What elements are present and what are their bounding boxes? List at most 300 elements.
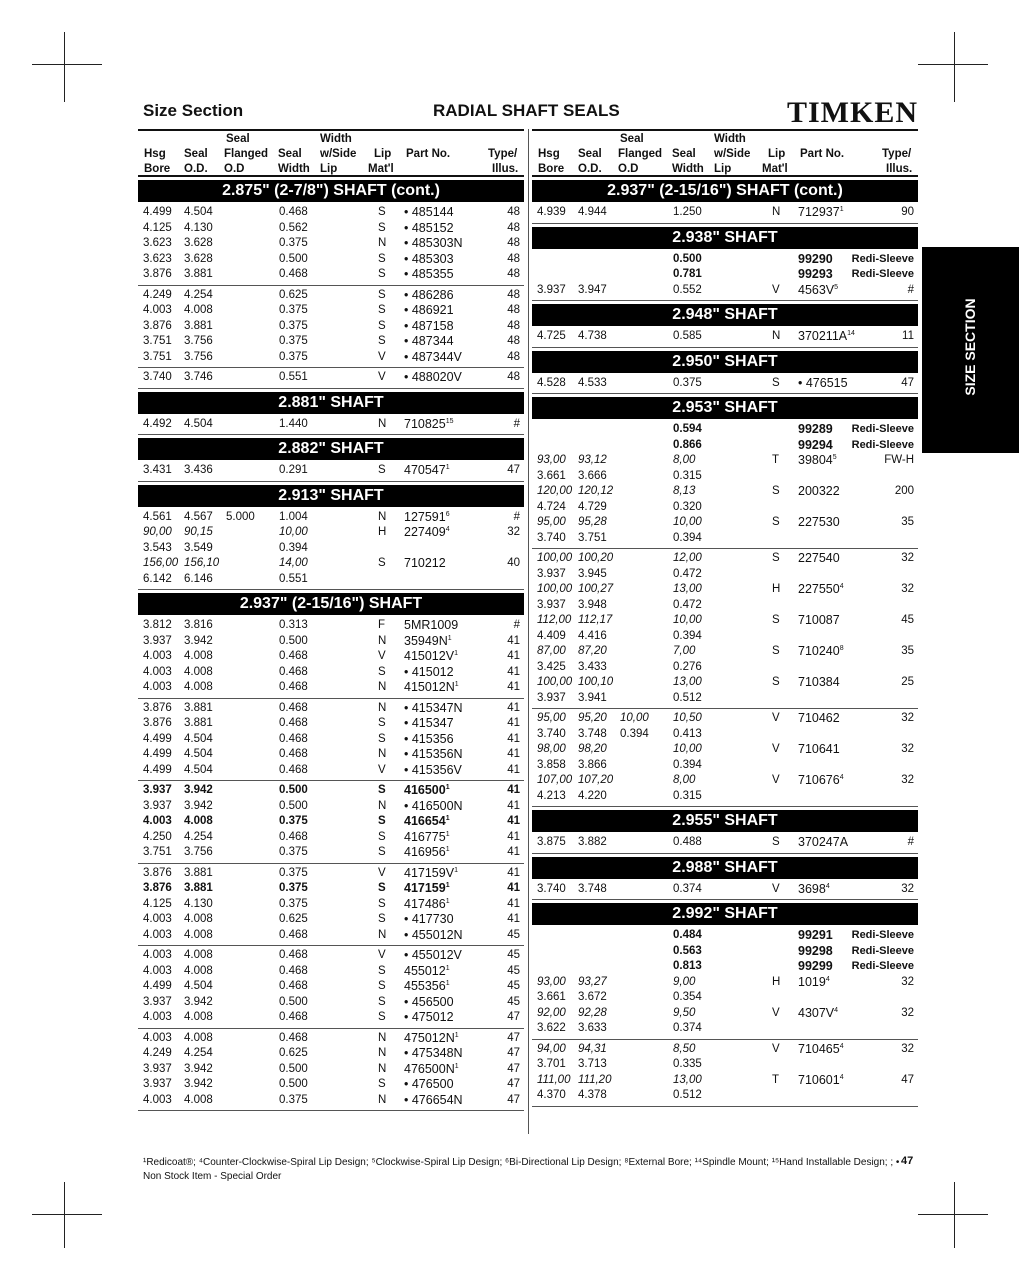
hsg-bore: 4.499 — [143, 206, 172, 218]
seal-od: 4.008 — [184, 681, 213, 693]
type-illus: FW-H — [884, 454, 914, 466]
part-number-text: 455356 — [404, 979, 446, 993]
seal-od: 3.666 — [578, 469, 607, 482]
size-section-tab — [922, 247, 1019, 453]
type-illus: 47 — [507, 1047, 520, 1059]
seal-width: 0.488 — [673, 836, 702, 848]
seal-od: 3.756 — [184, 350, 213, 363]
part-number — [404, 964, 450, 980]
seal-od: 100,10 — [578, 676, 614, 688]
part-number-text: 99298 — [798, 943, 833, 958]
seal-od: 4.008 — [184, 815, 213, 827]
part-number — [404, 618, 458, 634]
lip-material: V — [378, 371, 386, 383]
part-number — [798, 959, 833, 975]
lip-material: N — [378, 237, 387, 249]
table-row — [138, 897, 524, 913]
lip-material: S — [378, 830, 386, 843]
footnote-ref: 1 — [445, 846, 450, 853]
footnote-ref: 1 — [445, 882, 450, 889]
table-row — [532, 267, 918, 283]
type-illus: Redi-Sleeve — [851, 252, 914, 265]
table-row — [138, 1010, 524, 1026]
seal-width: 0.512 — [673, 1089, 702, 1101]
hsg-bore: 3.937 — [143, 995, 172, 1008]
seal-od: 4.533 — [578, 376, 607, 389]
hsg-bore: 4.213 — [537, 789, 566, 802]
lip-material: S — [378, 288, 386, 301]
lip-material: N — [378, 510, 387, 523]
part-number-text: 127591 — [404, 509, 446, 524]
seal-od: 4.504 — [184, 763, 213, 776]
seal-width: 0.472 — [673, 567, 702, 580]
type-illus: Redi-Sleeve — [851, 438, 914, 451]
seal-od: 3.756 — [184, 335, 213, 347]
seal-width: 0.468 — [279, 748, 308, 760]
part-number — [798, 835, 848, 851]
type-illus: 48 — [507, 288, 520, 301]
seal-width: 0.375 — [673, 376, 702, 389]
hsg-bore: 3.876 — [143, 882, 172, 894]
part-number — [798, 944, 833, 960]
footnote-ref: 1 — [454, 1062, 459, 1070]
seal-width: 0.468 — [279, 928, 308, 941]
footnotes: ¹Redicoat®; ⁴Counter-Clockwise-Spiral Lip Design; ⁵Clockwise-Spiral Lip Design; ⁶Bi-Directional Lip Design; ⁸External Bore; ¹⁴Spindle Mount; ¹⁵Hand Installable Design; ; • Non Stock Item - Special Order — [143, 1157, 900, 1182]
lip-material: S — [772, 485, 780, 497]
part-number — [404, 716, 454, 732]
table-row — [532, 975, 918, 991]
header-label: Seal — [278, 148, 302, 160]
type-illus: 41 — [507, 784, 520, 796]
seal-od: 3.942 — [184, 995, 213, 1008]
seal-od: 4.504 — [184, 980, 213, 992]
lip-material: S — [378, 221, 386, 234]
table-row — [532, 644, 918, 660]
crop-mark — [918, 64, 988, 65]
lip-material: S — [378, 206, 386, 218]
crop-mark — [918, 1214, 988, 1215]
part-number-text: • 485152 — [404, 220, 454, 235]
row-group — [532, 549, 918, 709]
table-row — [532, 789, 918, 805]
footnote-ref: 1 — [454, 681, 459, 688]
part-number — [404, 1046, 463, 1062]
lip-material: S — [378, 964, 386, 977]
part-number — [404, 649, 458, 665]
footnote-ref: 1 — [454, 1031, 459, 1039]
part-number — [404, 783, 450, 799]
part-number-text: 417159V — [404, 865, 455, 880]
part-number-text: 370247A — [798, 835, 849, 849]
table-row — [532, 582, 918, 598]
part-number — [798, 329, 855, 345]
hsg-bore: 4.003 — [143, 949, 172, 961]
table-row — [138, 370, 524, 386]
lip-material: S — [378, 1078, 386, 1090]
hsg-bore: 6.142 — [143, 572, 172, 585]
type-illus: 32 — [901, 1006, 914, 1019]
seal-width: 0.291 — [279, 464, 308, 476]
table-row — [138, 763, 524, 779]
row-group — [138, 461, 524, 482]
seal-od: 4.504 — [184, 206, 213, 218]
seal-width: 0.500 — [279, 1062, 308, 1075]
hsg-bore: 4.125 — [143, 897, 172, 910]
hsg-bore: 4.561 — [143, 510, 172, 523]
part-number — [404, 1010, 454, 1026]
hsg-bore: 3.876 — [143, 268, 172, 280]
seal-width: 0.500 — [673, 252, 702, 265]
footnote-ref: 1 — [839, 206, 844, 213]
seal-od: 111,20 — [578, 1073, 612, 1086]
seal-od: 3.881 — [184, 866, 213, 879]
seal-od: 3.947 — [578, 283, 607, 296]
seal-width: 0.276 — [673, 660, 702, 673]
lip-material: S — [772, 645, 780, 657]
seal-width: 0.375 — [279, 319, 308, 332]
hsg-bore: 4.003 — [143, 913, 172, 925]
seal-od: 87,20 — [578, 645, 607, 657]
seal-width: 0.315 — [673, 469, 702, 482]
lip-material: N — [772, 330, 781, 342]
table-row — [532, 453, 918, 469]
hsg-bore: 3.740 — [143, 371, 172, 383]
seal-od: 3.945 — [578, 567, 607, 580]
hsg-bore: 3.740 — [537, 882, 566, 895]
seal-width: 0.375 — [279, 335, 308, 347]
seal-width: 14,00 — [279, 557, 308, 569]
table-row — [532, 629, 918, 645]
footnote-ref: 6 — [445, 510, 450, 518]
crop-mark — [64, 32, 65, 102]
seal-od: 94,31 — [578, 1042, 607, 1055]
side-tab-label: SIZE SECTION — [962, 298, 978, 396]
seal-od: 4.567 — [184, 510, 213, 523]
lip-material: H — [772, 583, 781, 595]
header-label: Width — [278, 163, 310, 175]
lip-material: N — [378, 701, 387, 714]
footnote-ref: 4 — [825, 975, 830, 983]
hsg-bore: 3.751 — [143, 350, 172, 363]
seal-width: 0.484 — [673, 929, 702, 941]
hsg-bore: 120,00 — [537, 485, 573, 497]
seal-od: 3.751 — [578, 531, 607, 544]
seal-od: 3.713 — [578, 1058, 607, 1070]
seal-od: 4.130 — [184, 897, 213, 910]
type-illus: Redi-Sleeve — [851, 268, 914, 280]
lip-material: S — [378, 268, 386, 280]
header-label: Type/ — [488, 148, 518, 160]
table-row — [532, 205, 918, 221]
seal-width: 0.468 — [279, 1011, 308, 1023]
part-number-text: 227409 — [404, 525, 446, 539]
seal-width: 0.468 — [279, 717, 308, 729]
hsg-bore: 3.812 — [143, 619, 172, 631]
part-number-text: 470547 — [404, 463, 446, 477]
seal-width: 0.375 — [279, 897, 308, 910]
hsg-bore: 3.937 — [143, 634, 172, 647]
part-number — [404, 634, 452, 650]
part-number — [404, 881, 450, 897]
seal-width: 0.375 — [279, 882, 308, 894]
part-number-text: 417486 — [404, 896, 446, 911]
part-number-text: 1019 — [798, 974, 826, 989]
table-row — [532, 500, 918, 516]
seal-width: 0.563 — [673, 944, 702, 957]
part-number-text: • 476500 — [404, 1077, 454, 1091]
seal-od: 107,20 — [578, 774, 614, 786]
part-number — [798, 711, 840, 727]
hsg-bore: 100,00 — [537, 676, 573, 688]
seal-width: 0.468 — [279, 830, 308, 843]
lip-material: S — [378, 784, 386, 796]
page-title: RADIAL SHAFT SEALS — [433, 101, 620, 120]
header-label: Seal — [620, 133, 644, 145]
table-row — [532, 660, 918, 676]
hsg-bore: 95,00 — [537, 712, 566, 724]
part-number — [798, 438, 833, 454]
hsg-bore: 93,00 — [537, 454, 566, 466]
seal-width: 13,00 — [673, 676, 702, 688]
part-number — [404, 1093, 463, 1109]
seal-width: 0.468 — [279, 1031, 308, 1044]
shaft-size-band: 2.937" (2-15/16") SHAFT — [138, 593, 524, 615]
lip-material: V — [772, 743, 780, 755]
type-illus: 32 — [901, 552, 914, 564]
table-row — [138, 912, 524, 928]
shaft-size-band: 2.950" SHAFT — [532, 351, 918, 373]
type-illus: 32 — [901, 882, 914, 895]
seal-od: 4.254 — [184, 830, 213, 843]
part-number-text: • 485355 — [404, 267, 454, 281]
row-group — [532, 250, 918, 302]
part-number — [798, 1006, 838, 1022]
seal-width: 0.468 — [279, 701, 308, 714]
seal-width: 0.374 — [673, 1022, 702, 1034]
hsg-bore: 4.003 — [143, 1093, 172, 1106]
table-row — [138, 463, 524, 479]
seal-od: 93,12 — [578, 454, 607, 466]
type-illus: 32 — [901, 774, 914, 786]
shaft-size-band: 2.953" SHAFT — [532, 397, 918, 419]
seal-od: 100,27 — [578, 583, 614, 595]
part-number-text: • 476654N — [404, 1092, 463, 1107]
type-illus: Redi-Sleeve — [851, 960, 914, 972]
part-number-text: • 415347 — [404, 716, 454, 730]
hsg-bore: 3.740 — [537, 531, 566, 544]
seal-width: 0.375 — [279, 237, 308, 249]
shaft-size-band: 2.938" SHAFT — [532, 227, 918, 249]
part-number-text: • 455012N — [404, 927, 463, 942]
hsg-bore: 4.499 — [143, 980, 172, 992]
seal-od: 3.748 — [578, 882, 607, 895]
hsg-bore: 4.003 — [143, 650, 172, 662]
part-number-text: 415012N — [404, 680, 455, 694]
seal-width: 0.394 — [673, 531, 702, 544]
hsg-bore: 4.725 — [537, 330, 566, 342]
lip-material: N — [378, 799, 387, 812]
seal-width: 0.468 — [279, 732, 308, 745]
seal-width: 0.551 — [279, 371, 308, 383]
seal-width: 0.625 — [279, 913, 308, 925]
lip-material: S — [378, 1011, 386, 1023]
seal-width: 0.562 — [279, 221, 308, 234]
part-number-text: • 485303N — [404, 236, 463, 250]
type-illus: 11 — [902, 330, 914, 342]
part-number-text: 710601 — [798, 1072, 840, 1087]
part-number — [404, 948, 462, 964]
part-number — [404, 556, 446, 572]
lip-material: T — [772, 1073, 780, 1086]
seal-width: 0.500 — [279, 995, 308, 1008]
hsg-bore: 107,00 — [537, 774, 573, 786]
type-illus: 41 — [507, 882, 520, 894]
seal-od: 3.881 — [184, 882, 213, 894]
page-header — [143, 96, 918, 128]
seal-od: 3.633 — [578, 1022, 607, 1034]
table-row — [532, 438, 918, 454]
hsg-bore: 3.622 — [537, 1022, 566, 1034]
hsg-bore: 3.875 — [537, 836, 566, 848]
part-number-text: 476500N — [404, 1061, 455, 1076]
part-number-text: • 455012V — [404, 948, 462, 962]
part-number — [404, 665, 454, 681]
row-group — [138, 946, 524, 1029]
type-illus: 41 — [507, 897, 520, 910]
type-illus: 32 — [507, 526, 520, 538]
seal-od: 3.948 — [578, 598, 607, 611]
lip-material: V — [772, 712, 780, 724]
part-number — [404, 319, 454, 335]
seal-width: 0.552 — [673, 283, 702, 296]
row-group — [532, 374, 918, 395]
lip-material: V — [378, 350, 386, 363]
lip-material: S — [378, 846, 386, 858]
part-number — [798, 422, 833, 438]
footnote-ref: 4 — [445, 526, 450, 533]
part-number — [404, 897, 450, 913]
footnote-ref: 4 — [839, 583, 844, 590]
type-illus: # — [513, 510, 520, 523]
hsg-bore: 4.249 — [143, 288, 172, 301]
part-number-text: • 487344 — [404, 334, 454, 348]
seal-od: 4.008 — [184, 1011, 213, 1023]
shaft-size-band: 2.948" SHAFT — [532, 304, 918, 326]
table-row — [138, 701, 524, 717]
timken-logo: TIMKEN — [786, 96, 918, 129]
shaft-size-band: 2.881" SHAFT — [138, 392, 524, 414]
seal-width: 0.375 — [279, 846, 308, 858]
table-row — [138, 1077, 524, 1093]
part-number-text: 99293 — [798, 267, 833, 281]
hsg-bore: 3.937 — [537, 567, 566, 580]
row-group — [138, 864, 524, 947]
lip-material: N — [378, 1047, 387, 1059]
type-illus: 47 — [901, 1073, 914, 1086]
seal-width: 0.500 — [279, 634, 308, 647]
table-row — [138, 618, 524, 634]
seal-width: 0.375 — [279, 815, 308, 827]
column-divider — [528, 129, 529, 1134]
part-number — [404, 510, 450, 526]
type-illus: 48 — [507, 221, 520, 234]
part-number-text: • 486921 — [404, 303, 454, 317]
table-row — [138, 1031, 524, 1047]
seal-width: 12,00 — [673, 552, 702, 564]
footnote-ref: 14 — [847, 330, 855, 337]
table-row — [138, 928, 524, 944]
hsg-bore: 3.623 — [143, 252, 172, 265]
table-row — [532, 1021, 918, 1037]
seal-width: 0.315 — [673, 789, 702, 802]
hsg-bore: 3.876 — [143, 319, 172, 332]
seal-od: 4.504 — [184, 748, 213, 760]
type-illus: 47 — [507, 1011, 520, 1023]
type-illus: 41 — [507, 763, 520, 776]
part-number — [404, 1062, 459, 1078]
table-row — [532, 1057, 918, 1073]
part-number — [798, 928, 833, 944]
row-group — [138, 781, 524, 864]
hsg-bore: 4.249 — [143, 1047, 172, 1059]
hsg-bore: 4.499 — [143, 732, 172, 745]
type-illus: 45 — [507, 995, 520, 1008]
table-row — [138, 830, 524, 846]
hsg-bore: 3.937 — [537, 598, 566, 611]
seal-width: 0.813 — [673, 960, 702, 972]
seal-width: 1.004 — [279, 510, 308, 523]
hsg-bore: 4.003 — [143, 665, 172, 678]
seal-width: 0.781 — [673, 268, 702, 280]
part-number-text: • 415356N — [404, 747, 463, 761]
part-number — [404, 680, 459, 696]
seal-od: 6.146 — [184, 572, 213, 585]
seal-width: 0.374 — [673, 882, 702, 895]
hsg-bore: 4.409 — [537, 629, 566, 642]
type-illus: 41 — [507, 650, 520, 662]
seal-od: 4.008 — [184, 928, 213, 941]
table-row — [532, 598, 918, 614]
seal-od: 98,20 — [578, 743, 607, 755]
hsg-bore: 3.661 — [537, 469, 566, 482]
lip-material: V — [772, 283, 780, 296]
header-label: Illus. — [886, 163, 913, 175]
part-number — [798, 515, 840, 531]
header-label: O.D. — [578, 163, 602, 175]
lip-material: V — [772, 774, 780, 786]
part-number — [404, 288, 454, 304]
header-label: Mat'l — [762, 163, 788, 175]
part-number — [798, 484, 840, 500]
seal-width: 0.500 — [279, 1078, 308, 1090]
table-row — [532, 835, 918, 851]
column-header — [138, 129, 524, 177]
type-illus: 45 — [901, 614, 914, 626]
seal-width: 10,00 — [673, 614, 702, 626]
part-number — [798, 1073, 844, 1089]
part-number — [798, 975, 830, 991]
part-number-text: 416500 — [404, 783, 446, 797]
left-column — [138, 129, 524, 1111]
table-row — [532, 283, 918, 299]
hsg-bore: 90,00 — [143, 526, 172, 538]
seal-width: 10,00 — [673, 516, 702, 528]
part-number — [404, 763, 462, 779]
seal-od: 4.008 — [184, 964, 213, 977]
seal-od: 4.008 — [184, 1093, 213, 1106]
seal-width: 0.354 — [673, 991, 702, 1003]
table-row — [532, 928, 918, 944]
